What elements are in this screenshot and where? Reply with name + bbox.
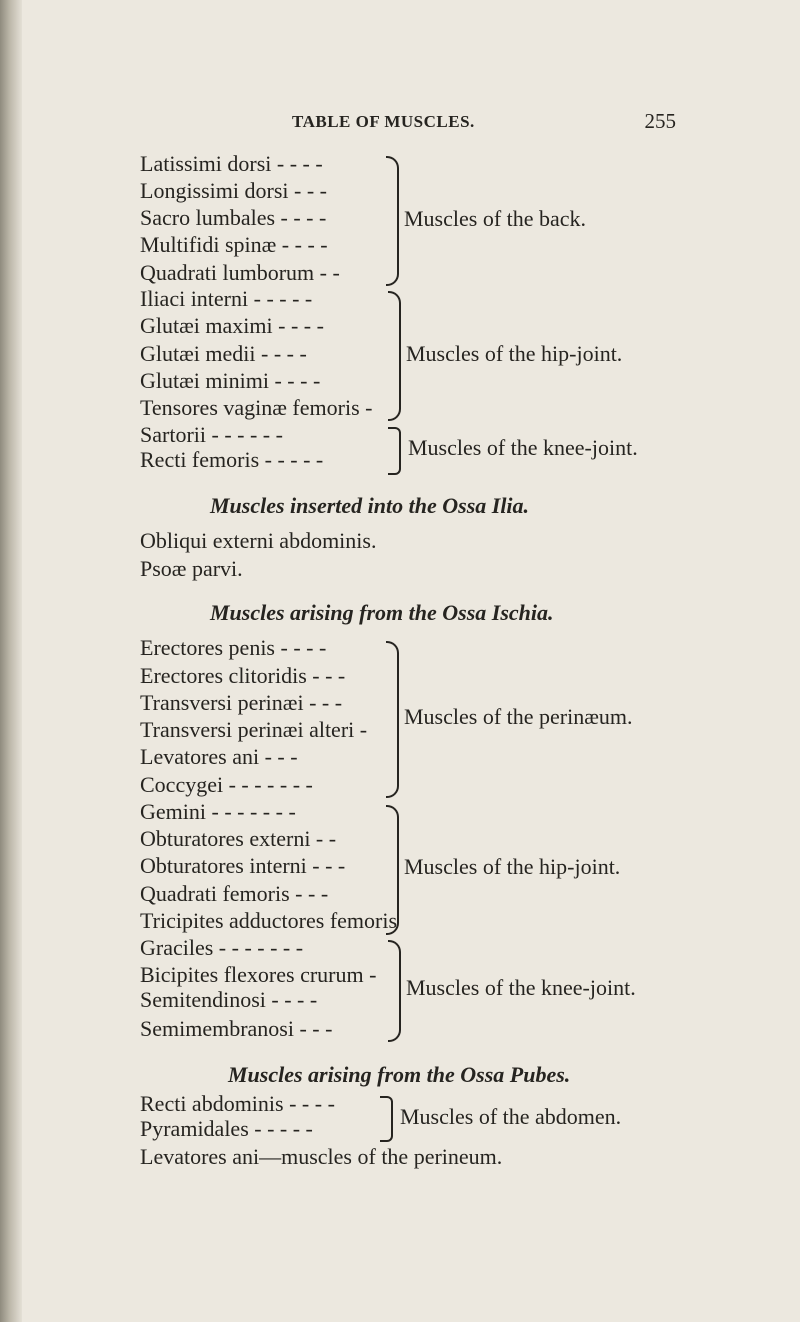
group-label: Muscles of the knee-joint. [408,435,638,460]
group-bracket [386,805,399,935]
muscle-entry: Sartorii - - - - - - [140,422,283,447]
page-edge-shadow [0,0,22,1322]
group-label: Muscles of the perinæum. [404,704,633,729]
muscle-entry: Graciles - - - - - - - [140,935,304,960]
group-label: Muscles of the back. [404,206,587,231]
muscle-entry: Coccygei - - - - - - - [140,772,313,797]
group-bracket [388,291,401,421]
muscle-entry: Sacro lumbales - - - - [140,205,327,230]
group-label: Muscles of the hip-joint. [404,854,621,879]
muscle-entry: Transversi perinæi alteri - [140,717,368,742]
page-number: 255 [644,109,676,133]
muscle-entry: Longissimi dorsi - - - [140,178,327,203]
muscle-entry: Quadrati lumborum - - [140,260,340,285]
group-bracket [386,156,399,286]
group-label: Muscles of the abdomen. [400,1104,622,1129]
muscle-entry: Multifidi spinæ - - - - [140,232,328,257]
muscle-entry: Glutæi minimi - - - - [140,368,321,393]
muscle-entry: Erectores penis - - - - [140,635,327,660]
group-bracket [388,427,401,475]
muscle-entry: Semimembranosi - - - [140,1016,333,1041]
section-heading: Muscles arising from the Ossa Ischia. [210,600,554,625]
group-bracket [388,940,401,1042]
muscle-entry: Tricipites adductores femoris [140,908,398,933]
muscle-entry: Erectores clitoridis - - - [140,663,346,688]
muscle-entry: Semitendinosi - - - - [140,987,318,1012]
muscle-entry: Iliaci interni - - - - - [140,286,313,311]
section-heading: Muscles inserted into the Ossa Ilia. [210,493,530,518]
muscle-entry: Transversi perinæi - - - [140,690,343,715]
muscle-entry: Levatores ani - - - [140,744,298,769]
group-bracket [380,1096,393,1142]
group-label: Muscles of the hip-joint. [406,341,623,366]
muscle-entry: Obturatores externi - - [140,826,337,851]
muscle-entry: Tensores vaginæ femoris - [140,395,373,420]
muscle-entry: Quadrati femoris - - - [140,881,329,906]
muscle-entry: Levatores ani—muscles of the perineum. [140,1144,503,1169]
muscle-entry: Gemini - - - - - - - [140,799,296,824]
running-title: TABLE OF MUSCLES. [292,112,475,131]
group-bracket [386,641,399,798]
muscle-entry: Psoæ parvi. [140,556,243,581]
muscle-entry: Bicipites flexores crurum - [140,962,377,987]
muscle-entry: Glutæi medii - - - - [140,341,307,366]
muscle-entry: Obliqui externi abdominis. [140,528,377,553]
muscle-entry: Obturatores interni - - - [140,853,346,878]
page-header [0,109,800,142]
muscle-entry: Glutæi maximi - - - - [140,313,324,338]
muscle-entry: Pyramidales - - - - - [140,1116,313,1141]
muscle-entry: Recti abdominis - - - - [140,1091,335,1116]
muscle-entry: Recti femoris - - - - - [140,447,324,472]
group-label: Muscles of the knee-joint. [406,975,636,1000]
section-heading: Muscles arising from the Ossa Pubes. [228,1062,571,1087]
muscle-entry: Latissimi dorsi - - - - [140,151,323,176]
